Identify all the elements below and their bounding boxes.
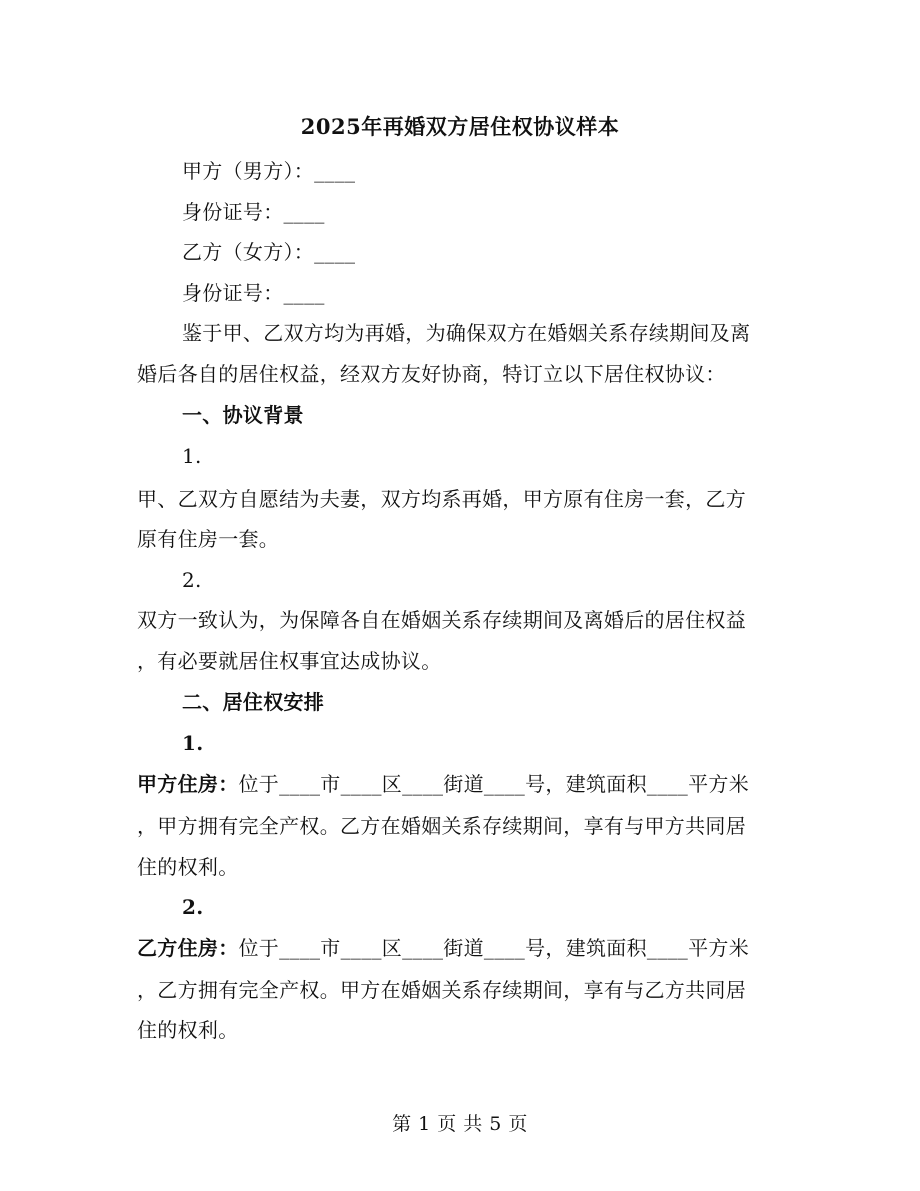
paragraph-line: 住的权利。 [137, 855, 239, 879]
paragraph-line: ，甲方拥有完全产权。乙方在婚姻关系存续期间，享有与甲方共同居 [137, 814, 746, 838]
item-number: 2. [182, 895, 204, 919]
paragraph-line: ，有必要就居住权事宜达成协议。 [137, 649, 442, 673]
paragraph-line: 住的权利。 [137, 1018, 239, 1042]
paragraph-line [137, 936, 777, 960]
party-b-id-field: 身份证号：____ [182, 281, 325, 305]
intro-paragraph-line: 鉴于甲、乙双方均为再婚，为确保双方在婚姻关系存续期间及离 [182, 321, 751, 345]
section-heading: 一、协议背景 [182, 403, 304, 427]
page-indicator: 第 1 页 共 5 页 [392, 1113, 528, 1135]
paragraph-line: 甲、乙双方自愿结为夫妻，双方均系再婚，甲方原有住房一套，乙方 [137, 487, 746, 511]
intro-paragraph-line: 婚后各自的居住权益，经双方友好协商，特订立以下居住权协议： [137, 362, 726, 386]
paragraph-line [137, 772, 777, 796]
house-address-text: 位于____市____区____街道____号，建筑面积____平方米 [238, 772, 749, 796]
paragraph-line: 原有住房一套。 [137, 527, 280, 551]
paragraph-line: 双方一致认为，为保障各自在婚姻关系存续期间及离婚后的居住权益 [137, 608, 746, 632]
section-heading: 二、居住权安排 [182, 690, 325, 714]
party-a-field: 甲方（男方）：____ [182, 159, 356, 183]
item-number: 1. [182, 731, 204, 755]
house-label: 甲方住房： [137, 772, 239, 796]
item-number: 1. [182, 444, 202, 468]
house-label: 乙方住房： [137, 936, 239, 960]
party-b-field: 乙方（女方）：____ [182, 240, 356, 264]
house-address-text: 位于____市____区____街道____号，建筑面积____平方米 [238, 936, 749, 960]
party-a-id-field: 身份证号：____ [182, 200, 325, 224]
item-number: 2. [182, 568, 202, 592]
document-title: 2025年再婚双方居住权协议样本 [300, 114, 620, 139]
paragraph-line: ，乙方拥有完全产权。甲方在婚姻关系存续期间，享有与乙方共同居 [137, 978, 746, 1002]
